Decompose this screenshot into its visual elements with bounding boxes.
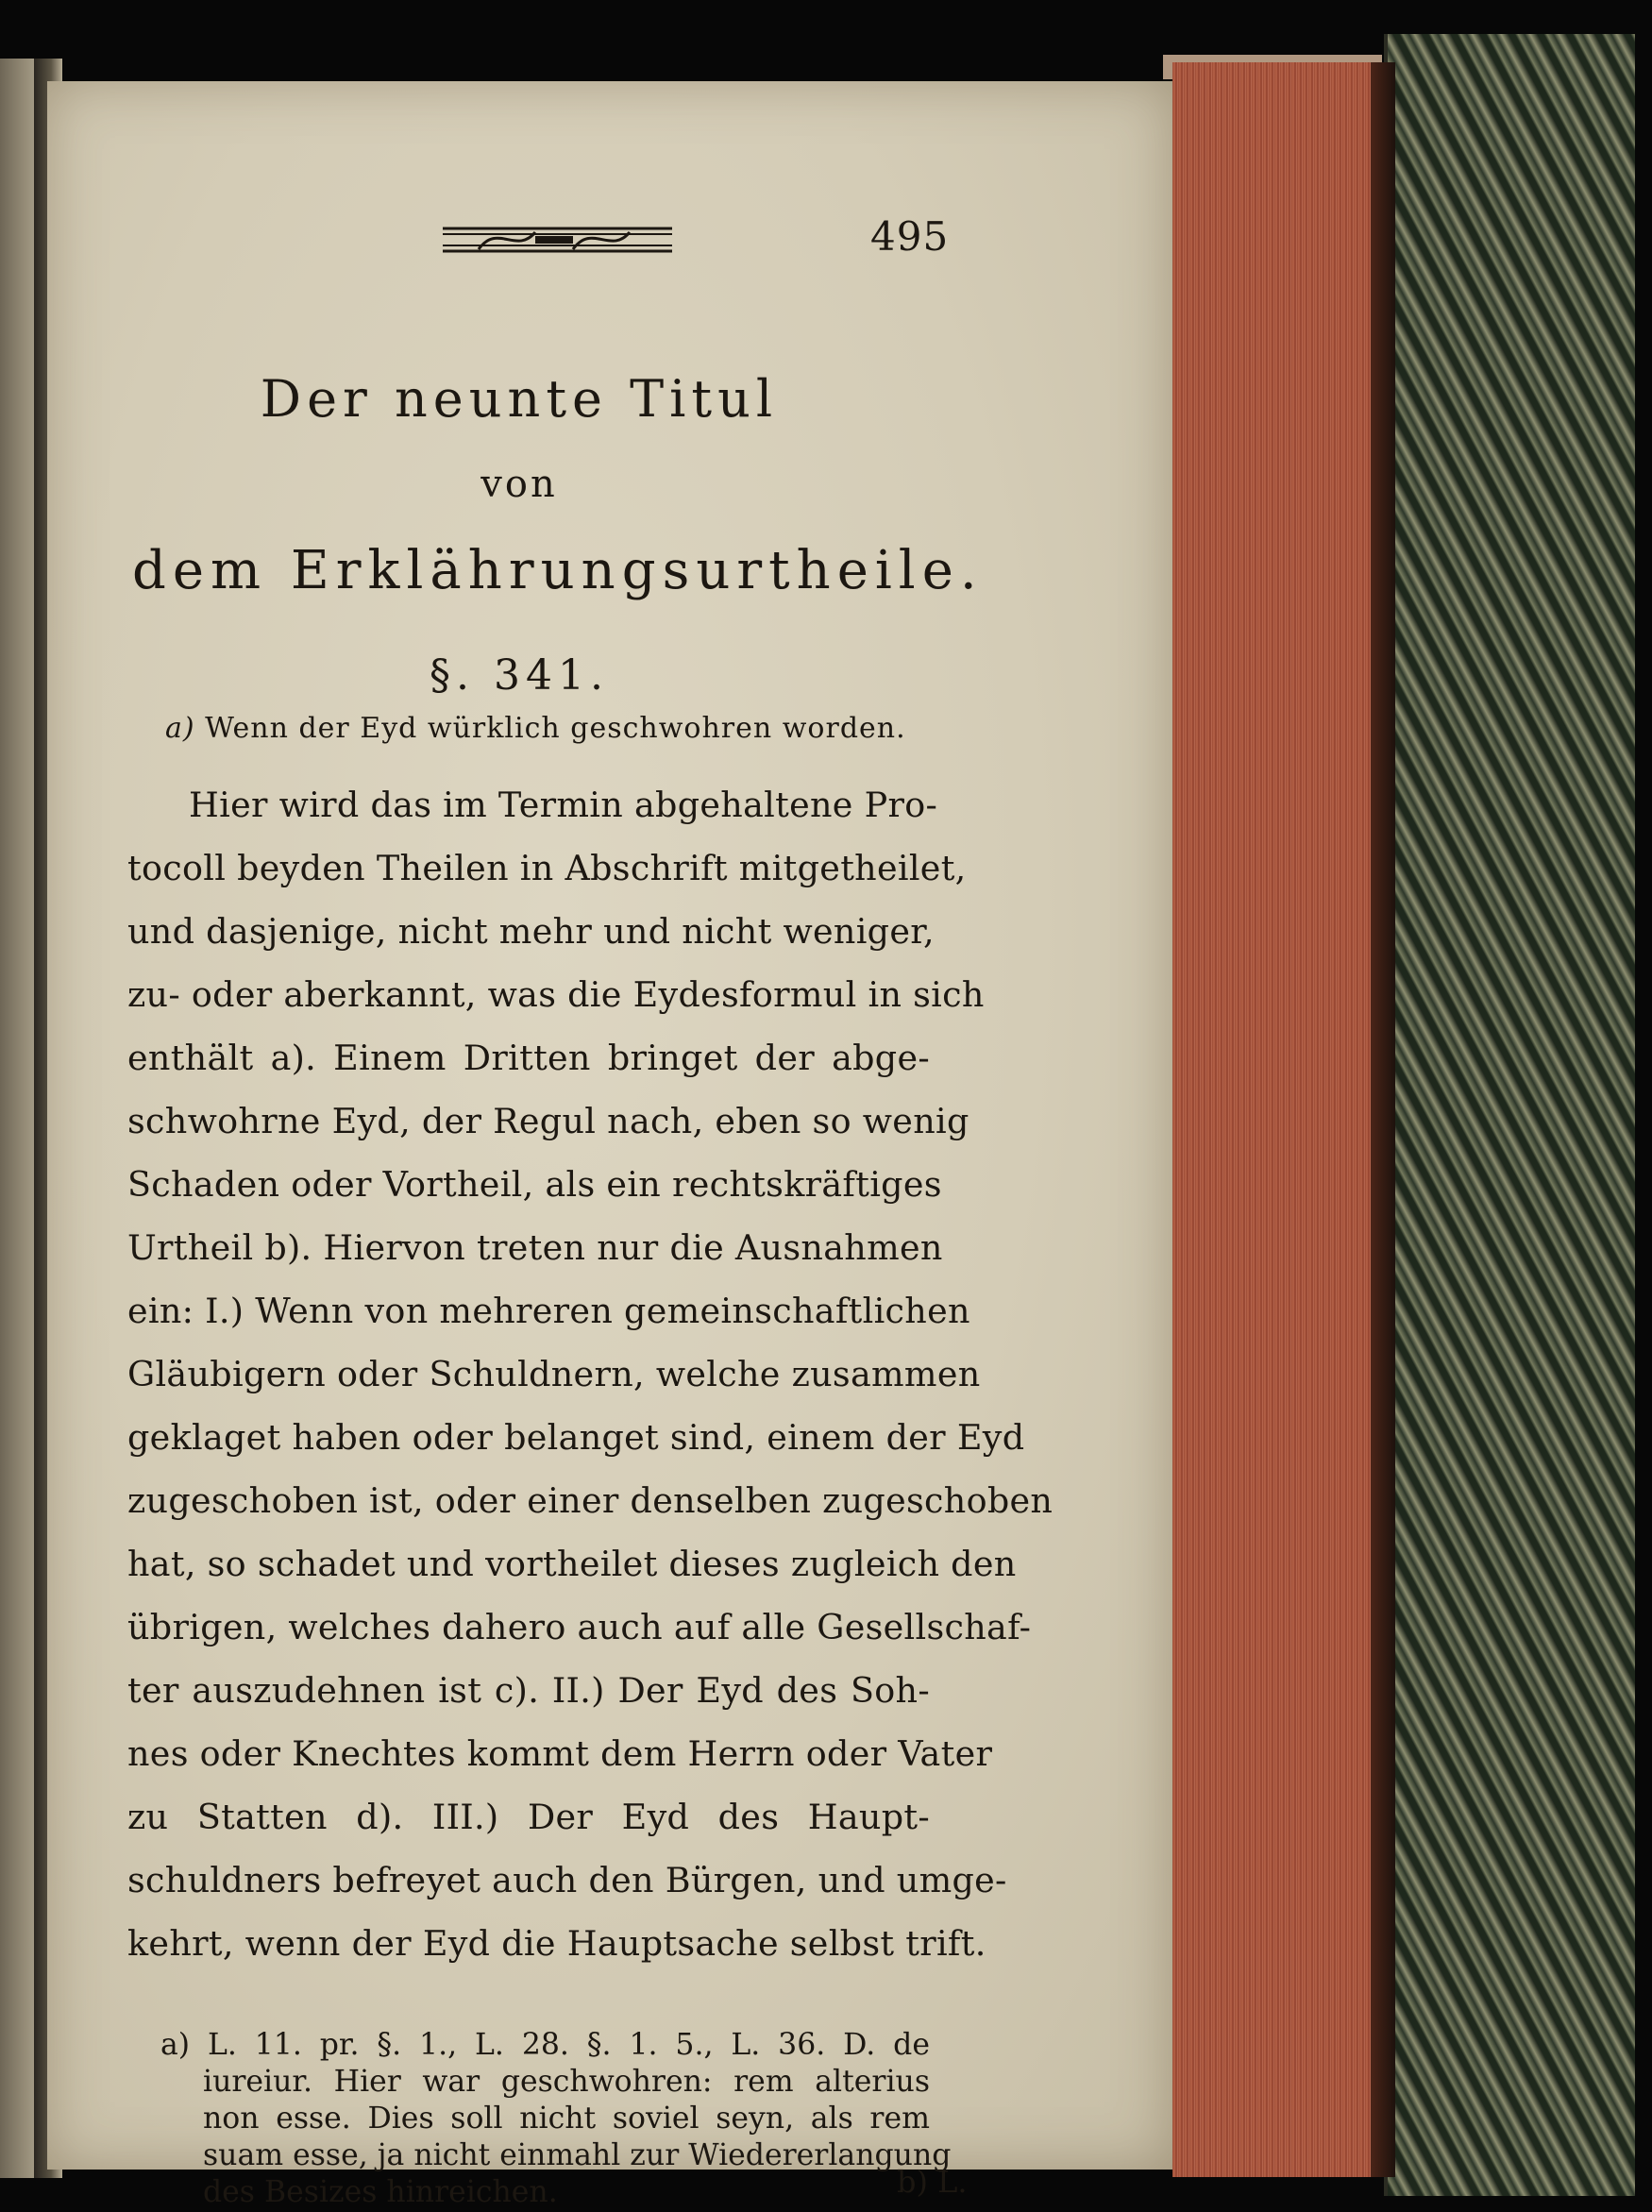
body-line: nes oder Knechtes kommt dem Herrn oder Vater: [127, 1733, 993, 1774]
footnote-line: des Besizes hinreichen.: [203, 2175, 558, 2209]
body-line: Hier wird das im Termin abgehaltene Pro-: [189, 785, 938, 825]
body-line: schwohrne Eyd, der Regul nach, eben so wenig: [127, 1101, 969, 1141]
body-line: kehrt, wenn der Eyd die Hauptsache selbst trift.: [127, 1923, 986, 1964]
chapter-title: Der neunte Titul: [260, 369, 779, 429]
section-subheading: [165, 712, 906, 745]
body-line: schuldners befreyet auch den Bürgen, und umge-: [127, 1860, 1007, 1900]
marbled-cover: [1388, 34, 1635, 2196]
body-line: zu- oder aberkannt, was die Eydesformul in sich: [127, 974, 985, 1015]
body-line: zu Statten d). III.) Der Eyd des Haupt-: [127, 1797, 930, 1837]
footnote-line: iureiur. Hier war geschwohren: rem alterius: [203, 2065, 930, 2099]
body-line: enthält a). Einem Dritten bringet der abge-: [127, 1038, 930, 1078]
body-line: tocoll beyden Theilen in Abschrift mitgetheilet,: [127, 848, 967, 888]
footnote-line: non esse. Dies soll nicht soviel seyn, als rem: [203, 2102, 930, 2136]
subheading-marker: a): [165, 712, 195, 745]
body-line: Schaden oder Vortheil, als ein rechtskräftiges: [127, 1164, 942, 1205]
red-page-edges: [1172, 62, 1373, 2177]
header-ornament: [441, 221, 674, 259]
footnote-line: suam esse, ja nicht einmahl zur Wiedererlangung: [203, 2138, 952, 2172]
body-line: hat, so schadet und vortheilet dieses zugleich den: [127, 1544, 1017, 1584]
footnote-line: a) L. 11. pr. §. 1., L. 28. §. 1. 5., L. 36. D. de: [160, 2028, 930, 2062]
page-edge-shadow: [1371, 62, 1395, 2177]
subheading-text: Wenn der Eyd würklich geschwohren worden.: [205, 712, 906, 745]
chapter-title-connector: von: [480, 463, 558, 506]
body-line: geklaget haben oder belanget sind, einem der Eyd: [127, 1417, 1025, 1458]
body-line: und dasjenige, nicht mehr und nicht weniger,: [127, 911, 935, 952]
body-line: ter auszudehnen ist c). II.) Der Eyd des Soh-: [127, 1670, 930, 1711]
chapter-subject: dem Erklährungsurtheile.: [132, 540, 984, 601]
catchword: b) L.: [897, 2164, 968, 2200]
page-number: 495: [870, 213, 950, 260]
previous-page-edge: [0, 59, 36, 2178]
body-line: übrigen, welches dahero auch auf alle Gesellschaf-: [127, 1607, 1032, 1647]
body-line: Urtheil b). Hiervon treten nur die Ausnahmen: [127, 1227, 943, 1268]
section-number: §. 341.: [430, 651, 609, 700]
body-line: zugeschoben ist, oder einer denselben zugeschoben: [127, 1480, 1054, 1521]
body-line: Gläubigern oder Schuldnern, welche zusammen: [127, 1354, 981, 1394]
body-line: ein: I.) Wenn von mehreren gemeinschaftlichen: [127, 1291, 970, 1331]
